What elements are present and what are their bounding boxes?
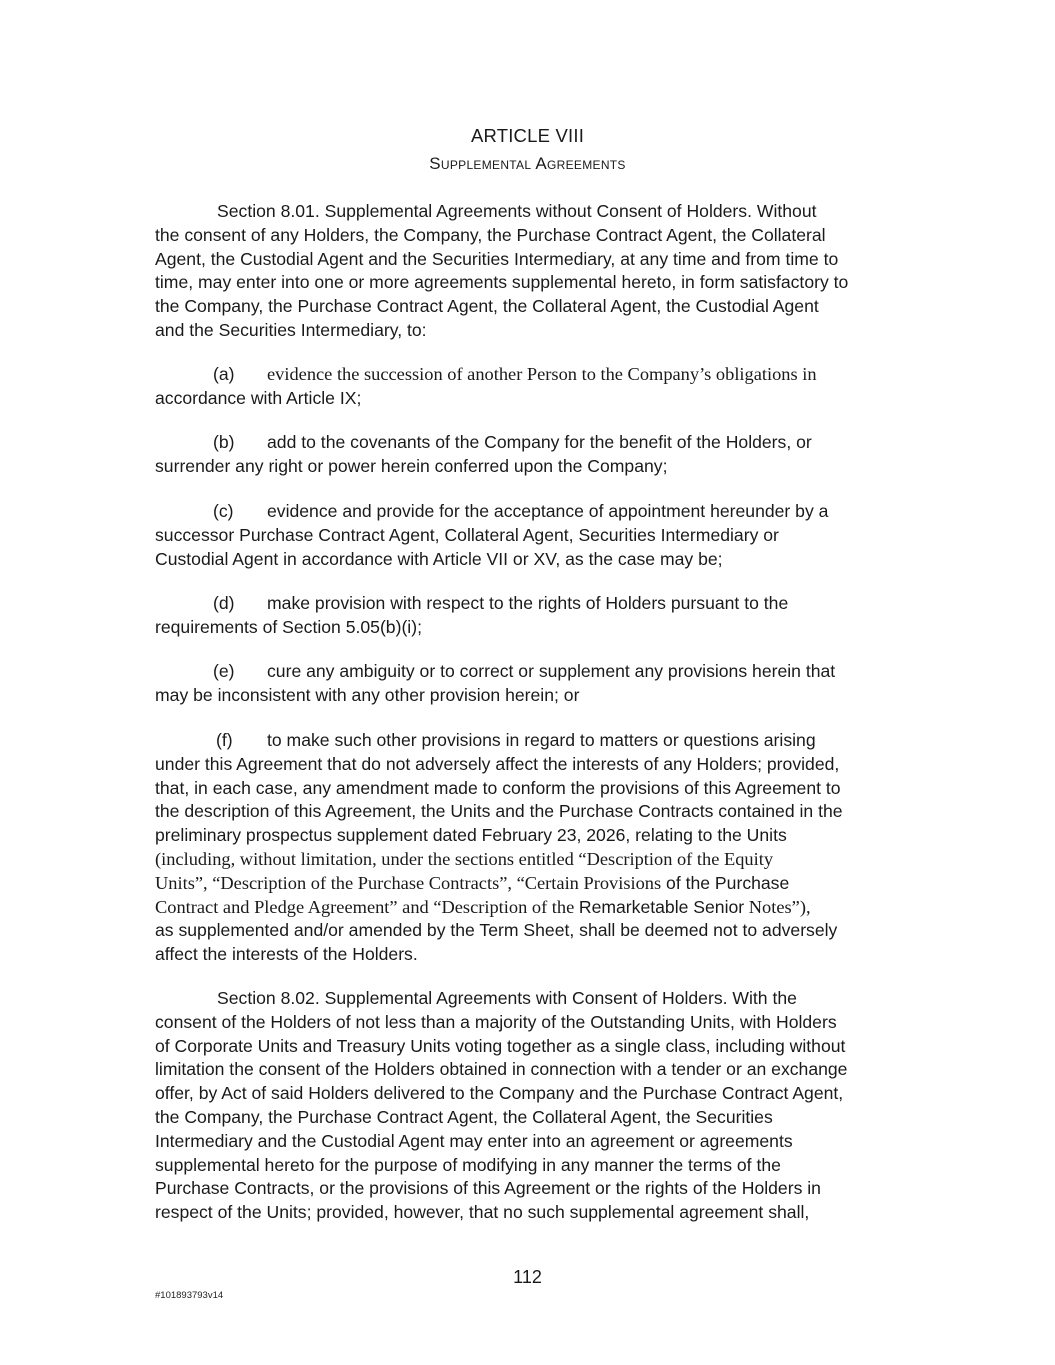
section-8-01 (155, 200, 915, 343)
clause-f (155, 729, 915, 967)
text-line: make provision with respect to the rights of Holders pursuant to the (267, 593, 789, 613)
text-line: accordance with Article IX; (155, 387, 362, 408)
clause-a (155, 363, 915, 411)
text-line: may be inconsistent with any other provision herein; or (155, 684, 580, 705)
document-id: #101893793v14 (155, 1290, 224, 1301)
clause-d (155, 592, 915, 640)
text-line: affect the interests of the Holders. (155, 944, 418, 965)
clause-marker: (b) (213, 432, 235, 452)
text-line: the description of this Agreement, the Units and the Purchase Contracts contained in the (155, 801, 843, 822)
text-line: consent of the Holders of not less than a majority of the Outstanding Units, with Holders (155, 1011, 837, 1032)
article-subtitle: Supplemental Agreements (429, 154, 626, 173)
text-line: of the Purchase (661, 872, 790, 893)
text-line: Section 8.01. Supplemental Agreements without Consent of Holders. Without (217, 201, 817, 221)
text-line: cure any ambiguity or to correct or supplement any provisions herein that (267, 661, 836, 681)
text-line: Section 8.02. Supplemental Agreements with Consent of Holders. With the (217, 988, 797, 1008)
clause-e (155, 660, 915, 708)
text-line: as supplemented and/or amended by the Term Sheet, shall be deemed not to adversely (155, 920, 838, 941)
text-line: of Corporate Units and Treasury Units voting together as a single class, including without (155, 1035, 846, 1056)
text-line: time, may enter into one or more agreements supplemental hereto, in form satisfactory to (155, 272, 849, 293)
text-line: and the Securities Intermediary, to: (155, 319, 427, 340)
text-line: Agent, the Custodial Agent and the Securities Intermediary, at any time and from time to (155, 248, 839, 269)
clause-b (155, 431, 915, 479)
text-line: surrender any right or power herein conferred upon the Company; (155, 455, 668, 476)
text-line: that, in each case, any amendment made to conform the provisions of this Agreement to (155, 777, 841, 798)
text-line: Intermediary and the Custodial Agent may enter into an agreement or agreements (155, 1130, 793, 1151)
text-line: (including, without limitation, under the sections entitled “Description of the Equity (155, 848, 774, 869)
text-line: limitation the consent of the Holders obtained in connection with a tender or an exchange (155, 1059, 848, 1080)
article-title: ARTICLE VIII (470, 125, 585, 146)
text-line: Custodial Agent in accordance with Article VII or XV, as the case may be; (155, 548, 723, 569)
text-line: under this Agreement that do not adversely affect the interests of any Holders; provided, (155, 753, 840, 774)
text-line: to make such other provisions in regard to matters or questions arising (267, 730, 816, 750)
clause-c (155, 500, 915, 571)
text-line: add to the covenants of the Company for the benefit of the Holders, or (267, 432, 812, 452)
text-line: preliminary prospectus supplement dated February 23, 2026, relating to the Units (155, 825, 787, 846)
text-line: Remarketable Senior (578, 896, 745, 917)
text-line: Purchase Contracts, or the provisions of this Agreement or the rights of the Holders in (155, 1178, 821, 1199)
text-line: evidence and provide for the acceptance of appointment hereunder by a (267, 501, 829, 521)
clause-marker: (c) (213, 501, 234, 521)
text-line: requirements of Section 5.05(b)(i); (155, 616, 422, 637)
text-line: the Company, the Purchase Contract Agent, the Collateral Agent, the Custodial Agent (155, 296, 819, 317)
clause-marker: (d) (213, 593, 235, 613)
text-line: evidence the succession of another Person to the Company’s obligations in (267, 364, 817, 384)
clause-marker: (a) (213, 364, 235, 384)
text-line: the consent of any Holders, the Company, the Purchase Contract Agent, the Collateral (155, 224, 826, 245)
text-line: successor Purchase Contract Agent, Collateral Agent, Securities Intermediary or (155, 524, 779, 545)
text-line: respect of the Units; provided, however, that no such supplemental agreement shall, (155, 1202, 810, 1223)
clause-marker: (e) (213, 661, 235, 681)
text-line: Notes”), (744, 896, 811, 917)
text-line: the Company, the Purchase Contract Agent, the Collateral Agent, the Securities (155, 1106, 773, 1127)
section-8-02 (155, 987, 915, 1225)
text-line: offer, by Act of said Holders delivered to the Company and the Purchase Contract Agent, (155, 1083, 844, 1104)
text-line: Contract and Pledge Agreement” and “Description of the (155, 896, 579, 917)
text-line: supplemental hereto for the purpose of modifying in any manner the terms of the (155, 1154, 781, 1175)
clause-marker: (f) (216, 730, 233, 750)
text-line: Units”, “Description of the Purchase Contracts”, “Certain Provisions (155, 872, 662, 893)
page-number: 112 (513, 1267, 542, 1287)
